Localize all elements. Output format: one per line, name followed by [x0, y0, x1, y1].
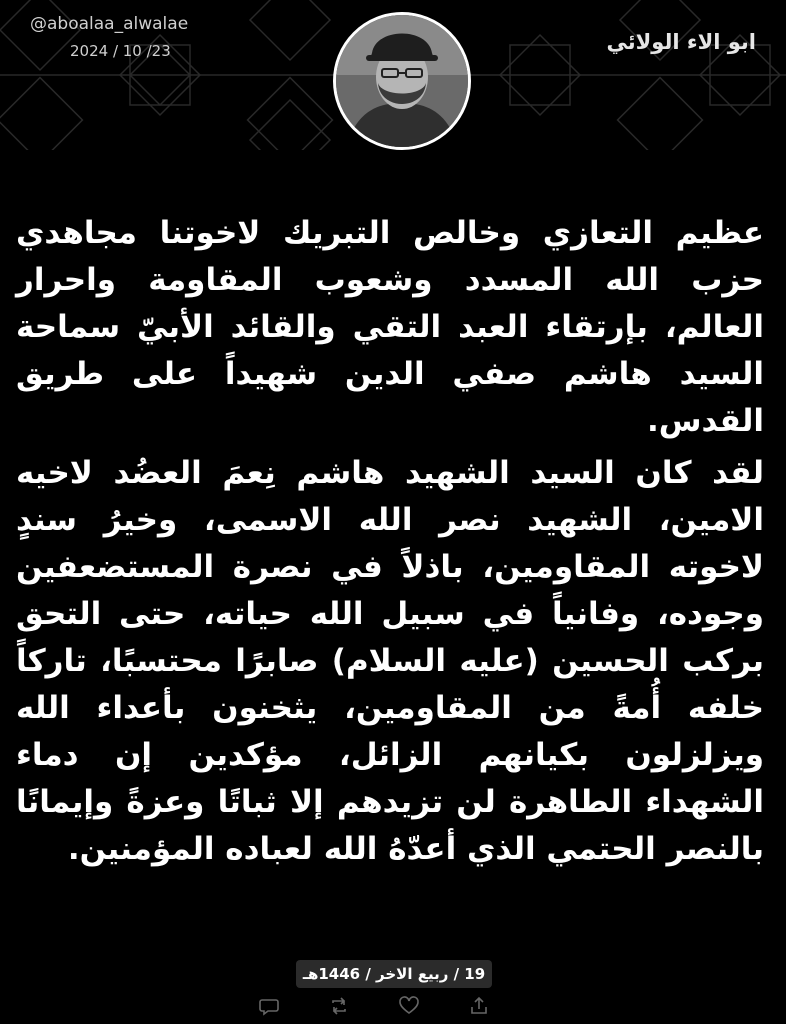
- post-date: 2024 / 10 /23: [70, 42, 171, 60]
- avatar[interactable]: [333, 12, 471, 150]
- post-paragraph-1: عظيم التعازي وخالص التبريك لاخوتنا مجاهدي حزب الله المسدد وشعوب المقاومة واحرار العالم، بإرتقاء العبد التقي والقائد الأبيّ سماحة السيد هاشم صفي الدين شهيداً على طريق القدس.: [16, 215, 764, 439]
- post-actions: [0, 995, 786, 1017]
- avatar-portrait-icon: [336, 15, 468, 147]
- reply-icon[interactable]: [258, 995, 280, 1017]
- like-icon[interactable]: [398, 995, 420, 1017]
- repost-icon[interactable]: [328, 995, 350, 1017]
- hijri-date-badge: 19 / ربيع الاخر / 1446هـ: [296, 960, 492, 988]
- user-handle[interactable]: @aboalaa_alwalae: [30, 14, 189, 34]
- author-name[interactable]: ابو الاء الولائي: [606, 30, 756, 54]
- share-icon[interactable]: [468, 995, 490, 1017]
- post-paragraph-2: لقد كان السيد الشهيد هاشم نِعمَ العضُد لاخيه الامين، الشهيد نصر الله الاسمى، وخيرُ سندٍ لاخوته المقاومين، باذلاً في نصرة المستضعفين وجوده، وفانياً في سبيل الله حياته، حتى التحق بركب الحسين (عليه السلام) صابرًا محتسبًا، تاركاً خلفه أُمةً من المقاومين، يثخنون بأعداء الله ويزلزلون بكيانهم الزائل، مؤكدين إن دماء الشهداء الطاهرة لن تزيدهم إلا ثباتًا وعزةً وإيمانًا بالنصر الحتمي الذي أعدّهُ الله لعباده المؤمنين.: [16, 455, 764, 867]
- post-header: [0, 0, 786, 150]
